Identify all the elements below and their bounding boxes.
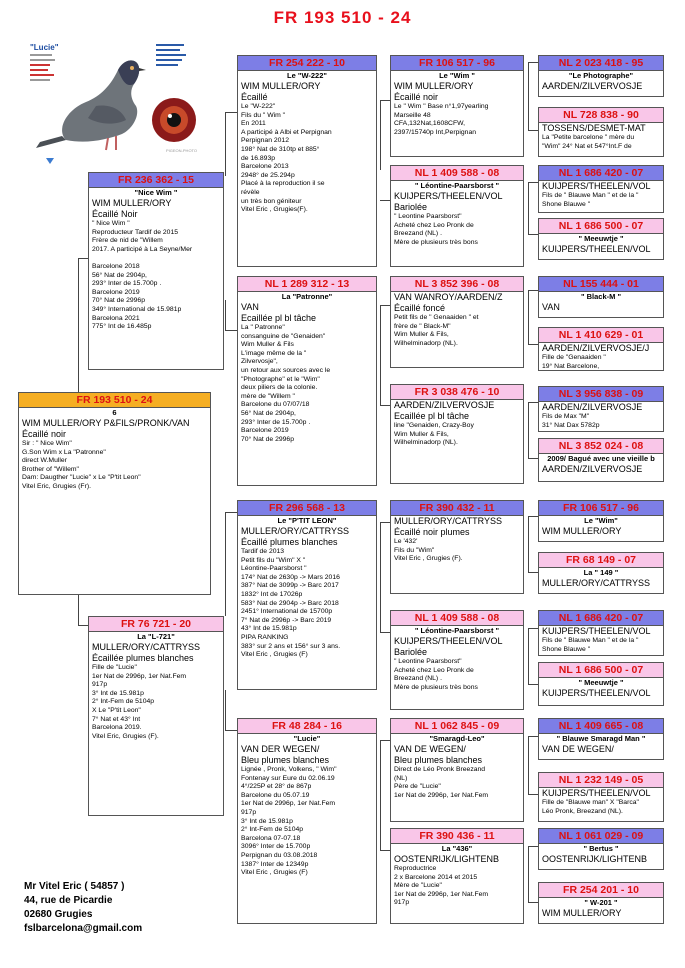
ring-number: NL 1 062 845 - 09 [391,719,523,734]
nickname: Le "Wim " [439,71,475,80]
nickname: " Meeuwtje " [578,234,624,243]
breeder: MULLER/ORY/CATTRYSS [542,578,651,588]
plumage-color: Écaillée plumes blanches [92,653,194,663]
pedigree-great-grandparent [390,828,524,924]
nickname: "Le Photographe" [568,71,634,80]
ring-number: NL 3 852 024 - 08 [539,439,663,454]
nickname: Le "W-222" [287,71,327,80]
plumage-color: Écaillé noir plumes [394,527,470,537]
plumage-color: Écaillé noir [394,92,439,102]
pedigree-main-pigeon [18,392,211,595]
plumage-color: Écaillé plumes blanches [241,537,338,547]
plumage-color: Bleu plumes blanches [241,755,330,765]
description: Tardif de 2013 Petit fils du "Wim" X " Léontine-Paarsborst " 174° Nat de 2630p -> Mars 2016 387° Nat de 3099p -> Barc 2017 1832° Int de 17026p 583° Nat de 2904p -> Barc 2018 2451° International de 15700p 7° Nat de 2996p -> Barc 2019 43° Int de 15.981p PIPA RANKING 383° sur 2 ans et 156° sur 3 ans. Vitel Eric , Grugies (F) [241,548,341,659]
pedigree-gen4-ancestor [538,438,664,482]
breeder: WIM MULLER/ORY [542,908,622,918]
description: Sir : " Nice Wim" G.Son Wim x La "Patronne" direct W.Muller Brother of "Willem" Dam: Daugther "Lucie" x Le "P'tit Leon" Vitel Eric, Grugies (Fr). [22,440,141,490]
description: Fils de Max "M" 31° Nat Dax 5782p [542,413,600,429]
breeder: KUIJPERS/THEELEN/VOL [542,788,651,798]
owner-city: 02680 Grugies [24,909,93,920]
ring-number: NL 2 023 418 - 95 [539,56,663,71]
owner-street: 44, rue de Picardie [24,895,113,906]
pedigree-gen4-ancestor [538,882,664,924]
pedigree-great-grandparent [390,718,524,822]
pedigree-gen4-ancestor [538,218,664,260]
plumage-color: Écaillé noir [22,429,67,439]
ring-number: NL 1 409 588 - 08 [391,166,523,181]
ring-number: FR 236 362 - 15 [89,173,223,188]
description: Le " Wim " Base n°1,97yearling Marseille 48 CFA,132Nat,1608CFW, 2397/15740p Int,Perpignan [394,103,489,136]
ring-number: NL 1 061 029 - 09 [539,829,663,844]
pedigree-gen4-ancestor [538,165,664,213]
description: Le "W-222" Fils du " Wim " En 2011 A participé à Albi et Perpignan Perpignan 2012 198° Nat de 310tp et 885° de 16.893p Barcelone 2013 2948° de 25.294p Placé à la reproduction il se révèle un très bon géniteur Vitel Eric , Grugies(F). [241,103,332,214]
pedigree-grandparent [237,55,377,267]
breeder: AARDEN/ZILVERVOSJE [542,402,643,412]
ring-number: FR 68 149 - 07 [539,553,663,568]
pedigree-grandparent [237,718,377,924]
breeder: MULLER/ORY/CATTRYSS [92,642,201,652]
pedigree-grandparent [237,276,377,486]
breeder: TOSSENS/DESMET-MAT [542,123,646,133]
pedigree-gen4-ancestor [538,772,664,822]
breeder: OOSTENRIJK/LIGHTENB [394,854,500,864]
breeder: AARDEN/ZILVERVOSJE [394,400,495,410]
breeder: MULLER/ORY/CATTRYSS [394,516,503,526]
breeder: KUIJPERS/THEELEN/VOL [542,626,651,636]
plumage-color: Bariolée [394,647,428,657]
breeder: KUIJPERS/THEELEN/VOL [542,244,651,254]
description: Lignée , Pronk, Volkens, " Wim" Fontenay sur Eure du 02.06.19 4°/225P et 28° de 867p Barcelone du 05.07.19 1er Nat de 2996p, 1er Nat.Fem 917p 3° Int de 15.981p 2° Int-Fem de 5104p Barcelona 07-07.18 3096° Inter de 15.700p Perpignan du 03.08.2018 1387° Inter de 12349p Vitel Eric , Grugies (F) [241,766,337,877]
nickname: " Black-M " [580,292,622,301]
breeder: WIM MULLER/ORY P&FILS/PRONK/VAN [22,418,190,428]
ring-number: FR 48 284 - 16 [238,719,376,734]
pedigree-title: FR 193 510 - 24 [273,8,412,27]
breeder: VAN WANROY/AARDEN/Z [394,292,503,302]
description: Petit fils de " Genaaiden " et frère de " Black-M" Wim Muller & Fils, Wilhelminadorp (NL). [394,314,479,347]
nickname: " Bertus " [583,844,619,853]
ring-number: NL 1 289 312 - 13 [238,277,376,292]
plumage-color: Écaillé foncé [394,303,446,313]
plumage-color: Bariolée [394,202,428,212]
ring-number: NL 1 409 665 - 08 [539,719,663,734]
nickname: La "Patronne" [281,292,333,301]
breeder: KUIJPERS/THEELEN/VOL [542,181,651,191]
owner-contact [24,880,142,936]
ring-number: NL 1 686 500 - 07 [539,219,663,234]
plumage-color: Écaillé [241,92,268,102]
pedigree-great-grandparent [390,500,524,594]
nickname: La "L-721" [137,632,175,641]
photo-pigeon-name: "Lucie" [30,43,59,52]
nickname: " Meeuwtje " [578,678,624,687]
description: Le '432' Fils du "Wim" Vitel Eric , Grugies (F). [394,538,463,563]
ring-number: NL 1 686 500 - 07 [539,663,663,678]
description: Fille de "Genaaiden " 19° Nat Barcelone, [542,354,606,370]
pedigree-gen4-ancestor [538,718,664,760]
pedigree-great-grandparent [390,165,524,267]
breeder: MULLER/ORY/CATTRYSS [241,526,350,536]
breeder: KUIJPERS/THEELEN/VOL [394,636,503,646]
pedigree-gen4-ancestor [538,107,664,157]
breeder: WIM MULLER/ORY [241,81,321,91]
ring-number: FR 193 510 - 24 [19,393,210,408]
nickname: "Smaragd-Leo" [429,734,485,743]
owner-name: Mr Vitel Eric ( 54857 ) [24,881,125,892]
nickname: "Lucie" [293,734,321,743]
description: Fils de " Blauwe Man " et de la " Shone Blauwe " [542,192,639,208]
ring-number: NL 728 838 - 90 [539,108,663,123]
pedigree-great-grandparent [390,610,524,710]
ring-number: NL 155 444 - 01 [539,277,663,292]
nickname: " W-201 " [584,898,618,907]
description: " Leontine Paarsborst" Acheté chez Leo Pronk de Breezand (NL) . Mère de plusieurs très bons [394,213,478,246]
description: La "Petite barcelone " mère du "Wim" 24° Nat et 547°Int.F de [542,134,635,150]
description: " Nice Wim " Reproducteur Tardif de 2015 Frère de nid de "Willem 2017. A participé à La Seyne/Mer Barcelone 2018 56° Nat de 2904p, 293° Inter de 15.700p . Barcelone 2019 70° Nat de 2996p 349° International de 15.981p Barcelona 2021 775° Int de 16.485p [92,220,193,331]
pedigree-gen4-ancestor [538,55,664,97]
ring-number: FR 106 517 - 96 [391,56,523,71]
breeder: KUIJPERS/THEELEN/VOL [394,191,503,201]
pedigree-gen4-ancestor [538,500,664,542]
ring-number: FR 106 517 - 96 [539,501,663,516]
ring-number: NL 1 232 149 - 05 [539,773,663,788]
nickname: "Nice Wim " [134,188,178,197]
pedigree-sire [88,172,224,370]
nickname: 2009/ Bagué avec une vieille b [547,454,655,463]
nickname: Le "Wim" [584,516,618,525]
breeder: AARDEN/ZILVERVOSJE/J [542,343,650,353]
ring-number: FR 390 432 - 11 [391,501,523,516]
ring-number: NL 1 686 420 - 07 [539,611,663,626]
pedigree-great-grandparent [390,55,524,157]
pigeon-photo [26,40,201,170]
nickname: " Léontine-Paarsborst " [414,626,500,635]
nickname: La " 149 " [583,568,619,577]
plumage-color: Bleu plumes blanches [394,755,483,765]
ring-number: NL 1 410 629 - 01 [539,328,663,343]
pigeon-illustration [26,40,201,170]
ring-number: FR 296 568 - 13 [238,501,376,516]
breeder: WIM MULLER/ORY [394,81,474,91]
photo-caption: PIGEON-PHOTO [166,148,198,153]
breeder: AARDEN/ZILVERVOSJE [542,81,643,91]
description: Reproductrice 2 x Barcelone 2014 et 2015 Mère de "Lucie" 1er Nat de 2996p, 1er Nat.Fem 917p [394,865,489,907]
description: Fille de "Blauwe man" X "Barca" Léo Pronk, Breezand (NL). [542,799,639,815]
description: La " Patronne" consanguine de "Genaiden" Wim Muller & Fils L'image même de la " Zilvervosje", un retour aux sources avec le "Photographe" et le "Wim" deux piliers de la colonie. mère de "Willem " Barcelone du 07/07/18 56° Nat de 2904p, 293° Inter de 15.700p . Barcelone 2019 70° Nat de 2996p [241,324,331,443]
nickname: Le "P'TIT LEON" [277,516,337,525]
plumage-color: Écaillé Noir [92,209,138,219]
breeder: VAN [542,302,560,312]
breeder: OOSTENRIJK/LIGHTENB [542,854,648,864]
ring-number: FR 3 038 476 - 10 [391,385,523,400]
nickname: 6 [112,408,117,417]
pedigree-great-grandparent [390,384,524,484]
breeder: AARDEN/ZILVERVOSJE [542,464,643,474]
breeder: VAN DE WEGEN/ [394,744,466,754]
ring-number: NL 3 956 838 - 09 [539,387,663,402]
pedigree-gen4-ancestor [538,276,664,318]
pedigree-dam [88,616,224,816]
ring-number: FR 76 721 - 20 [89,617,223,632]
nickname: " Léontine-Paarsborst " [414,181,500,190]
ring-number: NL 1 686 420 - 07 [539,166,663,181]
ring-number: NL 1 409 588 - 08 [391,611,523,626]
pedigree-grandparent [237,500,377,690]
description: line "Genaiden, Crazy-Boy Wim Muller & Fils, Wilhelminadorp (NL). [394,422,474,447]
ring-number: NL 3 852 396 - 08 [391,277,523,292]
plumage-color: Ecaillée pl bl tâche [241,313,317,323]
description: Fils de " Blauwe Man " et de la " Shone Blauwe " [542,637,639,653]
pedigree-great-grandparent [390,276,524,368]
pedigree-gen4-ancestor [538,662,664,706]
description: Direct de Léo Pronk Breezand (NL) Père de "Lucie" 1er Nat de 2996p, 1er Nat.Fem [394,766,489,799]
plumage-color: Ecaillée pl bl tâche [394,411,470,421]
ring-number: FR 390 436 - 11 [391,829,523,844]
breeder: VAN DE WEGEN/ [542,744,614,754]
pedigree-gen4-ancestor [538,552,664,594]
pedigree-gen4-ancestor [538,610,664,656]
nickname: " Blauwe Smaragd Man " [556,734,646,743]
description: Fille de "Lucie" 1er Nat de 2996p, 1er Nat.Fem 917p 3° Int de 15.981p 2° Int-Fem de 5104p X Le "P'tit Leon" 7° Nat et 43° Int Barcelona 2019. Vitel Eric, Grugies (F). [92,664,187,740]
breeder: VAN DER WEGEN/ [241,744,320,754]
pedigree-gen4-ancestor [538,386,664,432]
owner-email[interactable]: fslbarcelona@gmail.com [24,923,143,934]
breeder: WIM MULLER/ORY [92,198,172,208]
breeder: WIM MULLER/ORY [542,526,622,536]
ring-number: FR 254 222 - 10 [238,56,376,71]
breeder: KUIJPERS/THEELEN/VOL [542,688,651,698]
description: " Leontine Paarsborst" Acheté chez Leo Pronk de Breezand (NL) . Mère de plusieurs très bons [394,658,478,691]
breeder: VAN [241,302,259,312]
pedigree-gen4-ancestor [538,327,664,371]
ring-number: FR 254 201 - 10 [539,883,663,898]
pedigree-gen4-ancestor [538,828,664,870]
nickname: La "436" [441,844,473,853]
